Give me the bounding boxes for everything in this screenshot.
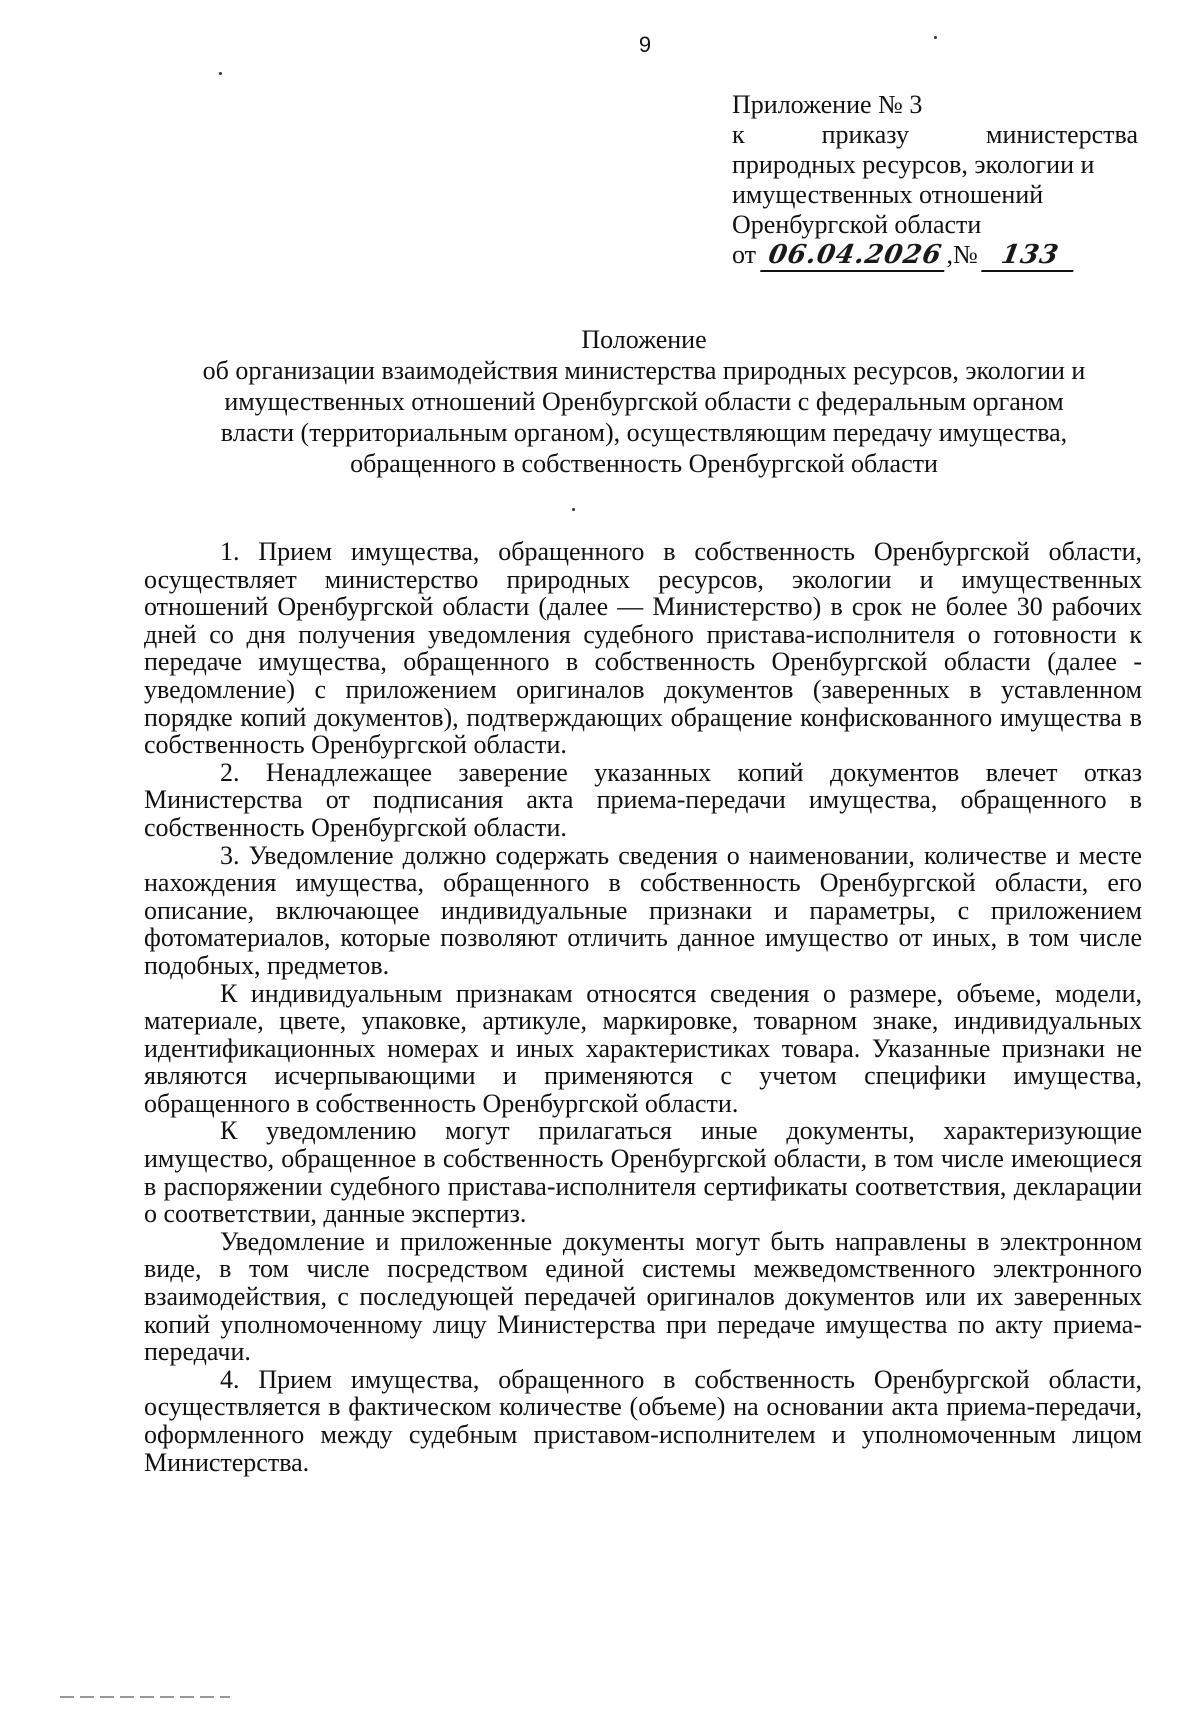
handwritten-order-number: 133	[982, 240, 1080, 272]
paragraph-2: 2. Ненадлежащее заверение указанных копий документов влечет отказ Министерства от подписания акта приема-передачи имущества, обращенного в собственность Оренбургской области.	[144, 757, 1142, 842]
paragraph-individual-features: К индивидуальным признакам относятся сведения о размере, объеме, модели, материале, цвете, упаковке, артикуле, маркировке, товарном знаке, индивидуальных идентификационных номерах и иных характеристиках товара. Указанные признаки не являются исчерпывающими и применяются с учетом специфики имущества, обращенного в собственность Оренбургской области.	[144, 978, 1142, 1118]
document-subtitle-line: обращенного в собственность Оренбургской области	[350, 449, 938, 478]
annex-order-line	[732, 120, 1138, 150]
scan-speck	[934, 36, 937, 39]
page-number: 9	[638, 32, 652, 57]
annex-number-prefix: ,№	[946, 240, 978, 269]
annex-line-resources: природных ресурсов, экологии и	[732, 150, 1095, 179]
annex-line-region: Оренбургской области	[732, 210, 982, 239]
paragraph-4: 4. Прием имущества, обращенного в собственность Оренбургской области, осуществляется в фактическом количестве (объеме) на основании акта приема-передачи, оформленного между судебным приставом-исполнителем и уполномоченным лицом Министерства.	[144, 1364, 1142, 1477]
document-subtitle-line: имущественных отношений Оренбургской области с федеральным органом	[224, 387, 1064, 416]
annex-from-prefix: от	[732, 240, 757, 269]
annex-header	[732, 90, 1138, 272]
annex-order-word: приказу	[821, 120, 909, 149]
paragraph-attached-documents: К уведомлению могут прилагаться иные документы, характеризующие имущество, обращенное в собственность Оренбургской области, в том числе имеющиеся в распоряжении судебного пристава-исполнителя сертификаты соответствия, декларации о соответствии, данные экспертиз.	[144, 1116, 1142, 1229]
scan-speck	[219, 72, 222, 75]
annex-to-word: к	[732, 120, 745, 149]
document-subtitle-line: власти (территориальным органом), осуществляющим передачу имущества,	[220, 418, 1068, 447]
annex-date-number-line	[732, 240, 1138, 272]
scan-edge-artifact	[60, 1696, 230, 1698]
paragraph-3: 3. Уведомление должно содержать сведения о наименовании, количестве и месте нахождения имущества, обращенного в собственность Оренбургской области, его описание, включающее индивидуальные признаки и параметры, с приложением фотоматериалов, которые позволяют отличить данное имущество от иных, в том числе подобных, предметов.	[144, 840, 1142, 980]
handwritten-date: 06.04.2026	[760, 240, 950, 272]
document-subtitle-line: об организации взаимодействия министерства природных ресурсов, экологии и	[202, 356, 1086, 385]
annex-title: Приложение № 3	[732, 90, 923, 119]
scan-speck	[572, 508, 575, 511]
document-heading: Положение	[581, 325, 707, 354]
document-body	[144, 538, 1142, 1476]
annex-ministry-word: министерства	[985, 120, 1138, 149]
document-title-block	[150, 324, 1138, 479]
paragraph-1: 1. Прием имущества, обращенного в собственность Оренбургской области, осуществляет министерство природных ресурсов, экологии и имущественных отношений Оренбургской области (далее — Министерство) в срок не более 30 рабочих дней со дня получения уведомления судебного пристава-исполнителя о готовности к передаче имущества, обращенного в собственность Оренбургской области (далее - уведомление) с приложением оригиналов документов (заверенных в уставленном порядке копий документов), подтверждающих обращение конфискованного имущества в собственность Оренбургской области.	[144, 537, 1142, 760]
paragraph-electronic-delivery: Уведомление и приложенные документы могут быть направлены в электронном виде, в том числе посредством единой системы межведомственного электронного взаимодействия, с последующей передачей оригиналов документов или их заверенных копий уполномоченному лицу Министерства при передаче имущества по акту приема-передачи.	[144, 1226, 1142, 1367]
annex-line-property: имущественных отношений	[732, 180, 1044, 209]
